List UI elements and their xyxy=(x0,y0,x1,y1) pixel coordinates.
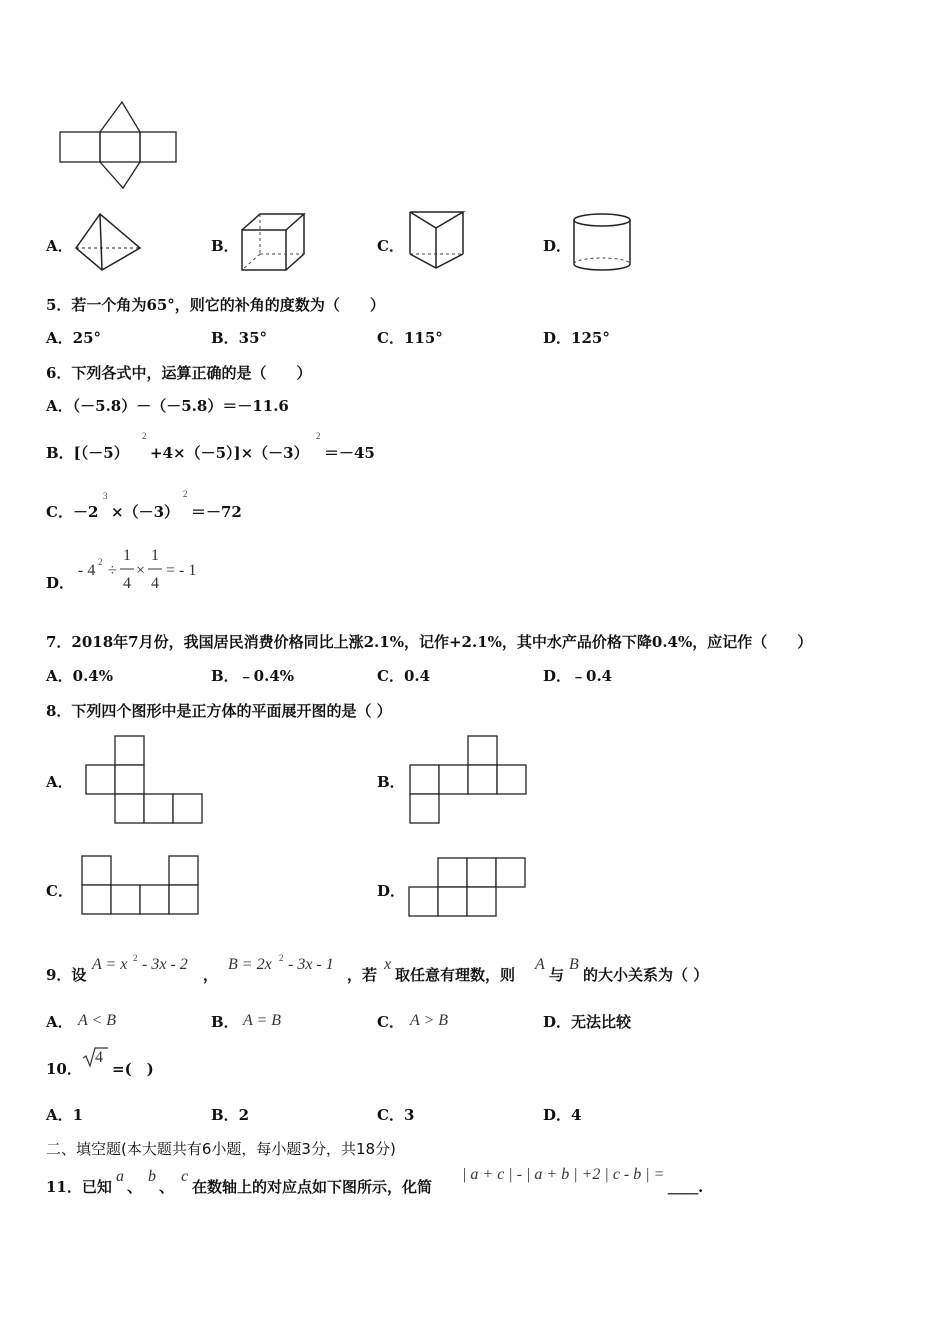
q6-option-d-divide: ÷ xyxy=(108,562,117,579)
q9-stem-part2: ，若 xyxy=(347,966,378,984)
q9-option-b-expr: A = B xyxy=(243,1012,282,1029)
q6-option-c-part1: C．－2 xyxy=(46,503,99,521)
q9-option-c-expr: A > B xyxy=(410,1012,449,1029)
q6-option-d-result: = - 1 xyxy=(166,562,197,579)
q11-stem-part1: 11．已知 xyxy=(46,1178,112,1196)
q4-net-figure xyxy=(55,98,185,193)
q4-option-a-label: A． xyxy=(46,237,73,255)
q8-option-d-net xyxy=(408,857,528,919)
q9-var-a: A xyxy=(535,956,545,973)
q9-expr-b-rest: - 3x - 1 xyxy=(288,956,334,973)
q4-option-c-label: C． xyxy=(377,237,404,255)
q6-option-d-fraction1-numerator: 1 xyxy=(123,547,131,564)
q9-stem-part4: 与 xyxy=(549,966,565,984)
cube-figure xyxy=(238,212,310,274)
q5-stem: 5．若一个角为65°，则它的补角的度数为（ ） xyxy=(46,296,385,314)
q6-option-c-part2: ×（－3） xyxy=(111,503,180,521)
q11-sep2: 、 xyxy=(159,1178,175,1196)
q11-expression: | a + c | - | a + b | +2 | c - b | = xyxy=(462,1166,665,1183)
q10-option-d: D．4 xyxy=(543,1106,582,1124)
q8-option-c-net xyxy=(81,855,201,917)
q10-option-a: A．1 xyxy=(46,1106,84,1124)
q6-stem: 6．下列各式中，运算正确的是（ ） xyxy=(46,364,312,382)
q5-option-a: A．25° xyxy=(46,329,102,347)
q6-option-b-part2: +4×（－5）]×（－3） xyxy=(150,444,309,462)
q10-radicand: 4 xyxy=(95,1049,103,1066)
q6-option-b-part1: B．[（－5） xyxy=(46,444,129,462)
q9-stem-part5: 的大小关系为（ ） xyxy=(583,966,709,984)
q9-option-a-expr: A < B xyxy=(78,1012,117,1029)
q6-option-d-fraction2-bar xyxy=(148,568,162,570)
q6-option-b-exponent1: 2 xyxy=(142,431,147,441)
q6-option-d-fraction2-denominator: 4 xyxy=(151,575,159,592)
q6-option-c-part3: ＝－72 xyxy=(191,503,242,521)
q4-option-b-label: B． xyxy=(211,237,239,255)
q9-option-a-label: A． xyxy=(46,1013,73,1031)
q9-option-b-label: B． xyxy=(211,1013,239,1031)
q6-option-d-fraction2-numerator: 1 xyxy=(151,547,159,564)
q8-stem: 8．下列四个图形中是正方体的平面展开图的是（ ） xyxy=(46,702,392,720)
q6-option-b-part3: ＝－45 xyxy=(324,444,375,462)
q9-expr-b: B = 2x xyxy=(228,956,272,973)
q5-option-d: D．125° xyxy=(543,329,610,347)
q6-option-b-exponent2: 2 xyxy=(316,431,321,441)
q11-stem-part2: 在数轴上的对应点如下图所示，化简 xyxy=(192,1178,433,1196)
q4-option-d-label: D． xyxy=(543,237,572,255)
q10-stem-part2: =( ) xyxy=(112,1060,154,1078)
q11-var-c: c xyxy=(181,1168,189,1185)
q7-stem: 7．2018年7月份，我国居民消费价格同比上涨2.1%，记作+2.1%，其中水产品价格下降0.4%，应记作（ ） xyxy=(46,633,813,651)
q6-option-d-label: D． xyxy=(46,574,75,592)
cylinder-figure xyxy=(570,210,636,274)
q9-separator: ， xyxy=(203,966,219,984)
q8-option-b-label: B． xyxy=(377,773,405,791)
q7-option-d: D．﹣0.4 xyxy=(543,667,613,685)
q6-option-d-base: - 4 xyxy=(78,562,96,579)
q6-option-d-fraction1-bar xyxy=(120,568,134,570)
q6-option-c-exponent2: 2 xyxy=(183,489,188,499)
q8-option-a-label: A． xyxy=(46,773,73,791)
q6-option-c-exponent1: 3 xyxy=(103,491,108,501)
q9-expr-a: A = x xyxy=(92,956,128,973)
q9-option-d: D．无法比较 xyxy=(543,1013,632,1031)
section-2-title: 二、填空题(本大题共有6小题，每小题3分，共18分) xyxy=(46,1140,396,1158)
q9-expr-a-rest: - 3x - 2 xyxy=(142,956,188,973)
q6-option-a: A．（－5.8）－（－5.8）＝－11.6 xyxy=(46,397,289,415)
tetrahedron-figure xyxy=(72,212,144,272)
q9-var-b: B xyxy=(569,956,579,973)
q9-option-c-label: C． xyxy=(377,1013,404,1031)
q9-var-x: x xyxy=(384,956,392,973)
q11-answer-blank: ＿＿. xyxy=(668,1178,704,1196)
q11-sep1: 、 xyxy=(127,1178,143,1196)
q10-option-c: C．3 xyxy=(377,1106,415,1124)
q6-option-d-exponent: 2 xyxy=(98,557,103,567)
q7-option-a: A．0.4% xyxy=(46,667,113,685)
q9-stem-part1: 9．设 xyxy=(46,966,87,984)
q9-stem-part3: 取任意有理数，则 xyxy=(395,966,516,984)
q8-option-d-label: D． xyxy=(377,882,406,900)
q10-option-b: B．2 xyxy=(211,1106,250,1124)
q6-option-d-times: × xyxy=(136,562,146,579)
q9-expr-a-exponent: 2 xyxy=(133,953,138,963)
q5-option-b: B．35° xyxy=(211,329,268,347)
q5-option-c: C．115° xyxy=(377,329,443,347)
q8-option-a-net xyxy=(86,735,204,825)
q8-option-c-label: C． xyxy=(46,882,73,900)
q7-option-b: B．﹣0.4% xyxy=(211,667,295,685)
q9-expr-b-exponent: 2 xyxy=(279,953,284,963)
q11-var-a: a xyxy=(116,1168,124,1185)
q7-option-c: C．0.4 xyxy=(377,667,431,685)
q10-stem-part1: 10． xyxy=(46,1060,82,1078)
triangular-prism-figure xyxy=(406,208,468,272)
q11-var-b: b xyxy=(148,1168,156,1185)
q8-option-b-net xyxy=(409,735,529,825)
q6-option-d-fraction1-denominator: 4 xyxy=(123,575,131,592)
